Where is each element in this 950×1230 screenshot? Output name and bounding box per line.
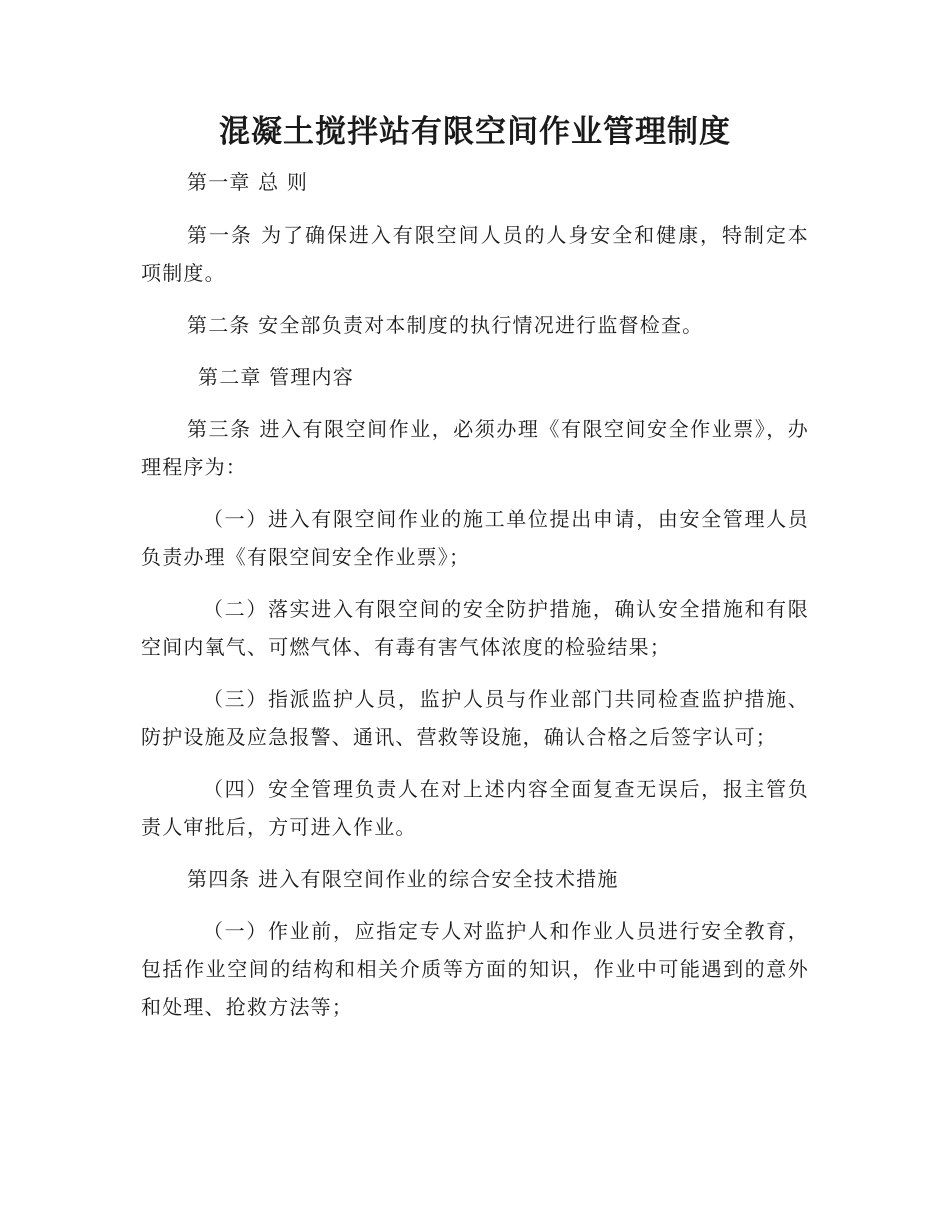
list-item: （四）安全管理负责人在对上述内容全面复查无误后，报主管负责人审批后，方可进入作业。: [141, 777, 809, 839]
list-item: （一）进入有限空间作业的施工单位提出申请，由安全管理人员负责办理《有限空间安全作业票》；: [141, 507, 809, 569]
article-paragraph: 第四条 进入有限空间作业的综合安全技术措施: [187, 867, 619, 891]
article-paragraph: 第二条 安全部负责对本制度的执行情况进行监督检查。: [187, 313, 704, 337]
article-paragraph: 第三条 进入有限空间作业，必须办理《有限空间安全作业票》，办理程序为：: [141, 417, 809, 479]
chapter-heading: 第二章 管理内容: [198, 365, 354, 389]
chapter-heading: 第一章 总 则: [187, 170, 309, 194]
list-item: （一）作业前，应指定专人对监护人和作业人员进行安全教育，包括作业空间的结构和相关介质等方面的知识，作业中可能遇到的意外和处理、抢救方法等；: [141, 919, 809, 1019]
list-item: （三）指派监护人员，监护人员与作业部门共同检查监护措施、防护设施及应急报警、通讯、营救等设施，确认合格之后签字认可；: [141, 687, 809, 749]
article-paragraph: 第一条 为了确保进入有限空间人员的人身安全和健康，特制定本项制度。: [141, 223, 809, 285]
document-title: 混凝土搅拌站有限空间作业管理制度: [219, 114, 731, 150]
list-item: （二）落实进入有限空间的安全防护措施，确认安全措施和有限空间内氧气、可燃气体、有毒有害气体浓度的检验结果；: [141, 597, 809, 659]
